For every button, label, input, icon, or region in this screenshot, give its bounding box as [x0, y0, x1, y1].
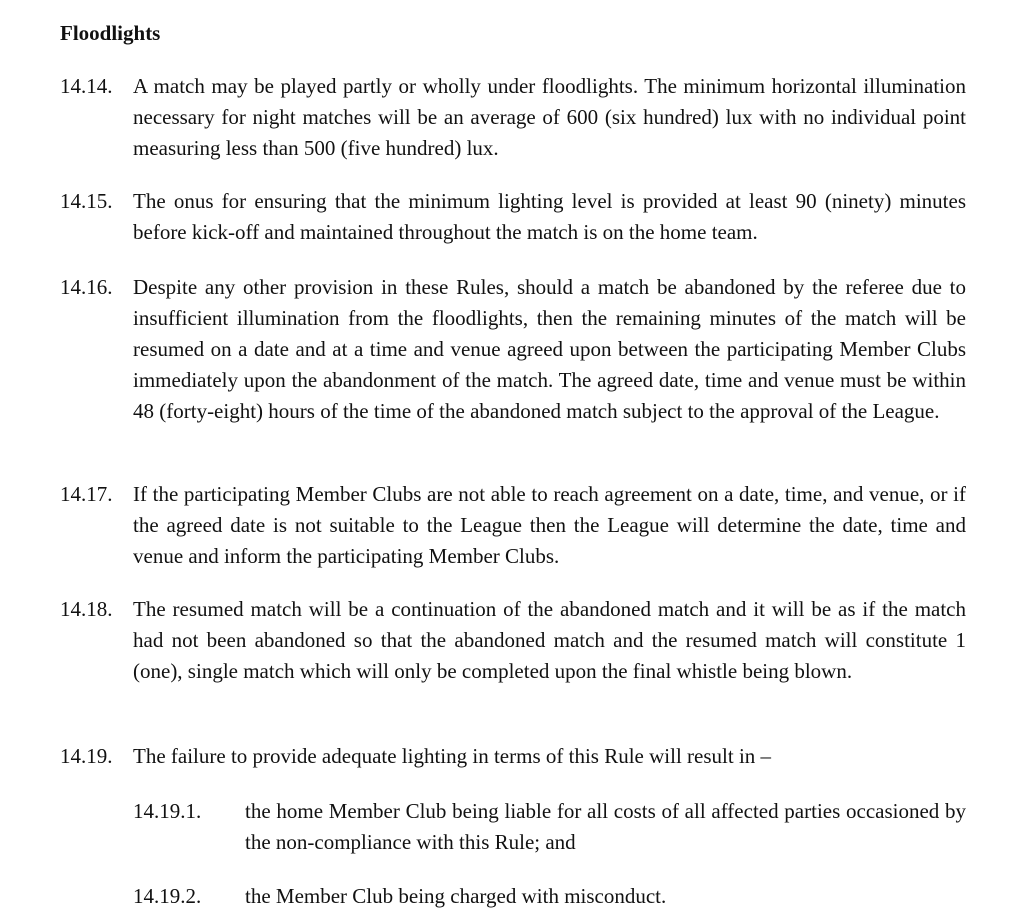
- clause-number: 14.15.: [60, 189, 113, 213]
- subclause-14-19-1: [133, 796, 966, 858]
- clause-14-19: [60, 741, 966, 772]
- clause-14-15: [60, 186, 966, 248]
- section-heading: Floodlights: [60, 21, 161, 45]
- clause-text: If the participating Member Clubs are not able to reach agreement on a date, time, and venue, or if the agreed date is not suitable to the League then the League will determine the date, time and venue and inform the participating Member Clubs.: [133, 482, 966, 568]
- subclause-number: 14.19.1.: [133, 799, 202, 823]
- clause-text: The onus for ensuring that the minimum lighting level is provided at least 90 (ninety) minutes before kick-off and maintained throughout the match is on the home team.: [133, 189, 966, 244]
- clause-14-18: [60, 594, 966, 687]
- clause-14-16: [60, 272, 966, 427]
- subclause-number: 14.19.2.: [133, 884, 202, 908]
- clause-text: A match may be played partly or wholly under floodlights. The minimum horizontal illumination necessary for night matches will be an average of 600 (six hundred) lux with no individual point measuring less than 500 (five hundred) lux.: [133, 74, 966, 160]
- subclause-14-19-2: [133, 881, 966, 912]
- clause-number: 14.17.: [60, 482, 113, 506]
- clause-number: 14.19.: [60, 744, 113, 768]
- clause-14-17: [60, 479, 966, 572]
- clause-text: The failure to provide adequate lighting in terms of this Rule will result in –: [133, 744, 772, 768]
- subclause-text: the Member Club being charged with misconduct.: [245, 884, 667, 908]
- clause-number: 14.18.: [60, 597, 113, 621]
- clause-text: Despite any other provision in these Rules, should a match be abandoned by the referee due to insufficient illumination from the floodlights, then the remaining minutes of the match will be resumed on a date and at a time and venue agreed upon between the participating Member Clubs immediately upon the abandonment of the match. The agreed date, time and venue must be within 48 (forty-eight) hours of the time of the abandoned match subject to the approval of the League.: [133, 275, 966, 423]
- clause-text: The resumed match will be a continuation of the abandoned match and it will be as if the match had not been abandoned so that the abandoned match and the resumed match will constitute 1 (one), single match which will only be completed upon the final whistle being blown.: [133, 597, 966, 683]
- clause-14-14: [60, 71, 966, 164]
- clause-number: 14.14.: [60, 74, 113, 98]
- clause-number: 14.16.: [60, 275, 113, 299]
- subclause-text: the home Member Club being liable for all costs of all affected parties occasioned by the non-compliance with this Rule; and: [245, 799, 966, 854]
